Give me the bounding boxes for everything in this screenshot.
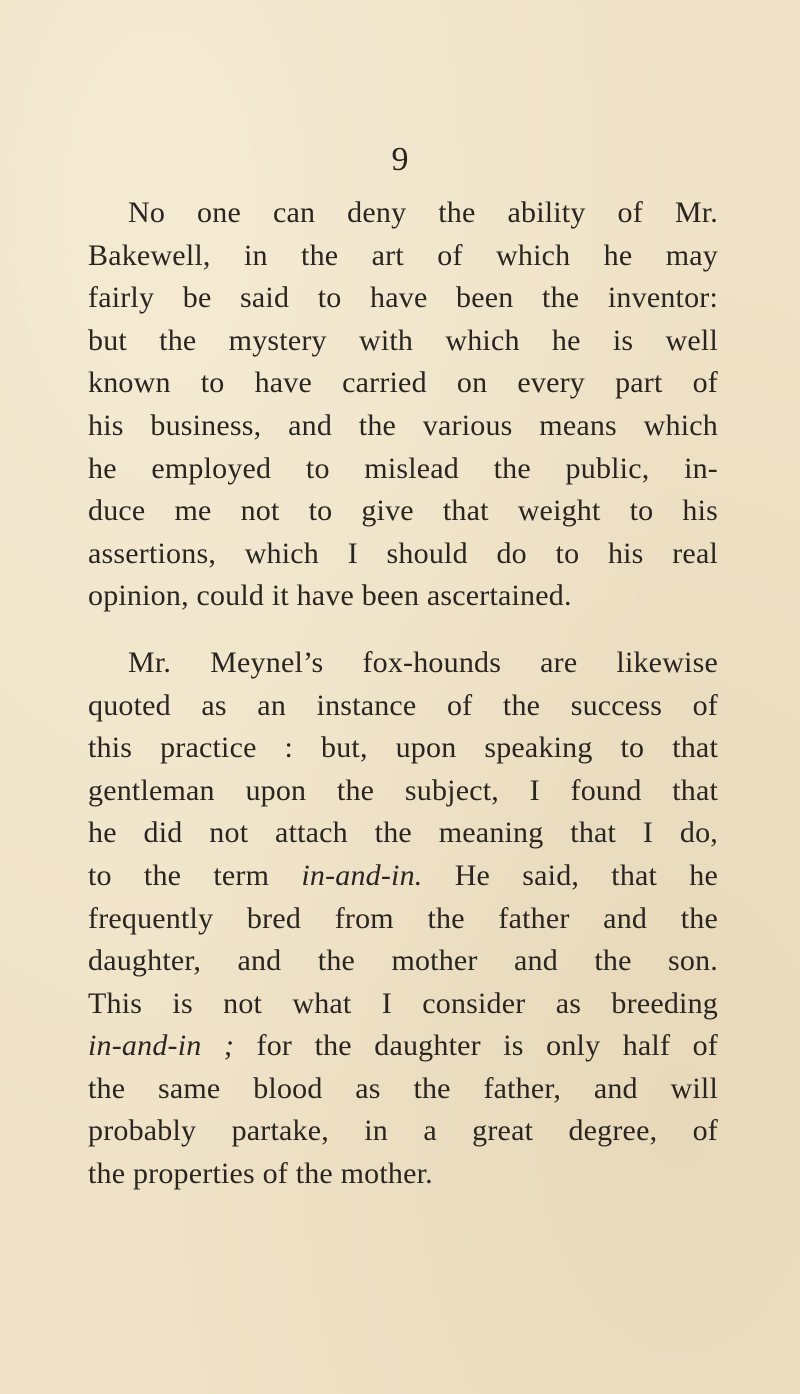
body-text (88, 192, 718, 1196)
text-line: probably partake, in a great degree, of (88, 1114, 718, 1148)
text-line-with-italic (88, 855, 718, 898)
text-line: fairly be said to have been the inventor: (88, 281, 718, 315)
text-line: but the mystery with which he is well (88, 323, 718, 357)
italic-term: in-and-in ; (88, 1029, 235, 1063)
text-line: duce me not to give that weight to his (88, 494, 718, 528)
text-line: This is not what I consider as breeding (88, 986, 718, 1020)
text-line: he did not attach the meaning that I do, (88, 816, 718, 850)
text-line: opinion, could it have been ascertained. (88, 579, 572, 613)
italic-term: in-and-in. (301, 858, 423, 892)
text-line: gentleman upon the subject, I found that (88, 773, 718, 807)
text-line: No one can deny the ability of Mr. (128, 196, 718, 229)
text-line: frequently bred from the father and the (88, 901, 718, 935)
paragraph-2 (88, 642, 718, 1196)
text-line: quoted as an instance of the success of (88, 688, 718, 722)
text-line: assertions, which I should do to his real (88, 536, 718, 570)
text-segment: for the daughter is only half of (234, 1029, 718, 1063)
text-line: the properties of the mother. (88, 1157, 433, 1191)
text-line: the same blood as the father, and will (88, 1071, 718, 1105)
text-line: he employed to mislead the public, in- (88, 451, 718, 485)
text-segment: to the term (88, 858, 302, 892)
text-line: his business, and the various means which (88, 408, 718, 442)
paragraph-spacer (88, 618, 718, 642)
text-line: Mr. Meynel’s fox-hounds are likewise (128, 645, 718, 679)
text-line: this practice : but, upon speaking to that (88, 731, 718, 765)
paragraph-1 (88, 192, 718, 618)
text-line: Bakewell, in the art of which he may (88, 238, 718, 272)
text-segment: He said, that he (422, 858, 718, 892)
text-line: daughter, and the mother and the son. (88, 944, 718, 978)
page-number: 9 (391, 141, 409, 178)
text-line: known to have carried on every part of (88, 366, 718, 400)
text-line-with-italic (88, 1025, 718, 1068)
